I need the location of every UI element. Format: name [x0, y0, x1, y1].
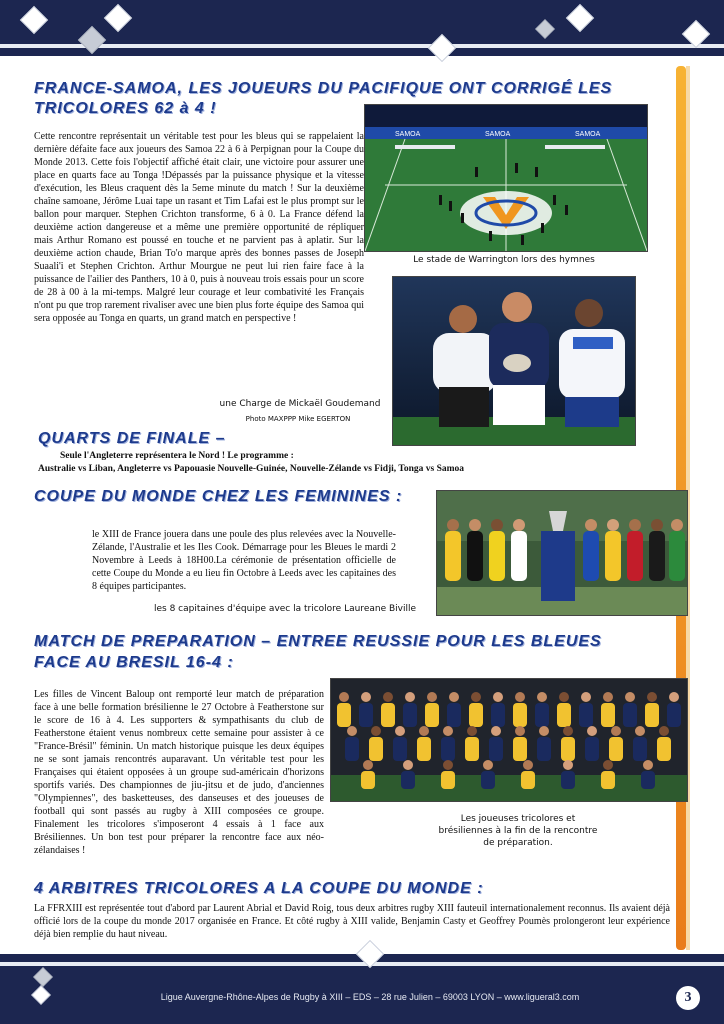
article-title: TRICOLORES 62 à 4 ! [34, 100, 217, 117]
section-title: COUPE DU MONDE CHEZ LES FEMININES : [34, 488, 403, 505]
team-photo [330, 678, 688, 802]
article-body: Cette rencontre représentait un véritable test pour les bleus qui se rappelaient la dernière défaite face aux joueurs des Samoa 22 à 6 à Perpignan pour la Coupe du Monde 2013. Cette fois l'objectif affiché était clair, une victoire pour assurer une place en quarts face au Tonga !Dépassés par la puissance physique et la vitesse d'exécution, les Bleus craquent dès la 5eme minute du match ! Sur la deuxième chaîne samoane, Jérôme Luai tape un rasant et Tim Lafai est le plus prompt sur le ballon pour marquer. Stephen Crichton transforme, 6 à 0. La France défend la deuxième action dangereuse et a même une première opportunité de répliquer mais Arthur Romano est poussé en touche et ne parvient pas à aplatir. Sur la deuxième action chaude, Brian To'o marque après des bonnes passes de Joseph Suaali'i et Stephen Crichton. Arthur Mourgue ne peut lui rien faire face à la puissance de l'ailier des Panthers, 10 à 0, puis à nouveau trois essais pour un score de 28 à 00 à la mi-temps. Malgré leur courage et leur combativité les Français n'ont pu que trop rarement rivaliser avec une bien plus forte équipe des Samoa qui sera opposée au Tonga en quarts, un grand match en perspective ! [34, 131, 364, 324]
quarts-line: Australie vs Liban, Angleterre vs Papouasie Nouvelle-Guinée, Nouvelle-Zélande vs Fidji, Tonga vs Samoa [38, 464, 465, 474]
stadium-photo [364, 104, 648, 252]
tackle-photo [392, 276, 636, 446]
photo-caption: les 8 capitaines d'équipe avec la tricolore Laureane Biville [153, 604, 417, 614]
footer-address: Ligue Auvergne-Rhône-Alpes de Rugby à XIII – EDS – 28 rue Julien – 69003 LYON – www.ligueral3.com [160, 992, 580, 1002]
section-title: 4 ARBITRES TRICOLORES A LA COUPE DU MONDE : [34, 880, 484, 897]
photo-caption: brésiliennes à la fin de la rencontre [438, 826, 598, 836]
banner-text: SAMOA [485, 131, 511, 138]
photo-caption: une Charge de Mickaël Goudemand [219, 399, 381, 409]
section-title: FACE AU BRESIL 16-4 : [34, 654, 234, 671]
article-title: FRANCE-SAMOA, LES JOUEURS DU PACIFIQUE ONT CORRIGÉ LES [34, 80, 613, 97]
photo-credit: Photo MAXPPP Mike EGERTON [245, 415, 351, 423]
header-stripe [0, 48, 724, 56]
photo-caption: Le stade de Warrington lors des hymnes [413, 255, 595, 265]
banner-text: SAMOA [395, 131, 421, 138]
section-body: La FFRXIII est représentée tout d'abord par Laurent Abrial et David Roig, tous deux arbitres rugby XIII fauteuil internationalement reconnus. Ils avaient déjà officié lors de la coupe du monde 2017 organisée en France. Et côté rugby à XIII valide, Benjamin Casty et Geoffrey Poumès prolongeront leur expérience déjà bien remplie du haut niveau. [34, 903, 670, 940]
photo-caption: de préparation. [483, 838, 553, 848]
photo-caption: Les joueuses tricolores et [460, 814, 576, 824]
captains-photo [436, 490, 688, 616]
section-body: Les filles de Vincent Baloup ont remporté leur match de préparation face à une belle formation brésilienne le 27 Octobre à Featherstone sur le score de 16 à 4. Les supporters & sympathisants du club de Featherstone étaient venus nombreux cette semaine pour assister à ce "France-Brésil" féminin. Un match historique puisque les deux équipes ne se sont jamais rencontrés auparavant. Un véritable test pour les Françaises qui étaient opposées à un groupe sud-américain d'horizons sportifs variés. Des championnes de jiu-jitsu et de judo, d'anciennes "Olympiennes", des basketteuses, des danseuses et des joueuses de football qui sont passés au rugby à XIII composées ce groupe. Finalement les tricolores s'imposeront 4 essais à 1 face aux Brésiliennes. Un bon test pour préparer la rencontre face aux néo-zélandaises ! [34, 689, 324, 856]
quarts-line: Seule l'Angleterre représentera le Nord ! Le programme : [60, 451, 294, 461]
page-number: 3 [676, 986, 700, 1010]
banner-text: SAMOA [575, 131, 601, 138]
section-title: MATCH DE PREPARATION – ENTREE REUSSIE POUR LES BLEUES [34, 633, 602, 650]
section-body: le XIII de France jouera dans une poule des plus relevées avec la Nouvelle-Zélande, l'Australie et les Iles Cook. Démarrage pour les Bleues le mardi 2 Novembre à Leeds à 18H00.La cérémonie de présentation officielle de cette Coupe du Monde a eu lieu fin Octobre à Leeds avec les capitaines des 8 équipes participantes. [92, 529, 396, 592]
quarts-title: QUARTS DE FINALE – [38, 430, 226, 447]
